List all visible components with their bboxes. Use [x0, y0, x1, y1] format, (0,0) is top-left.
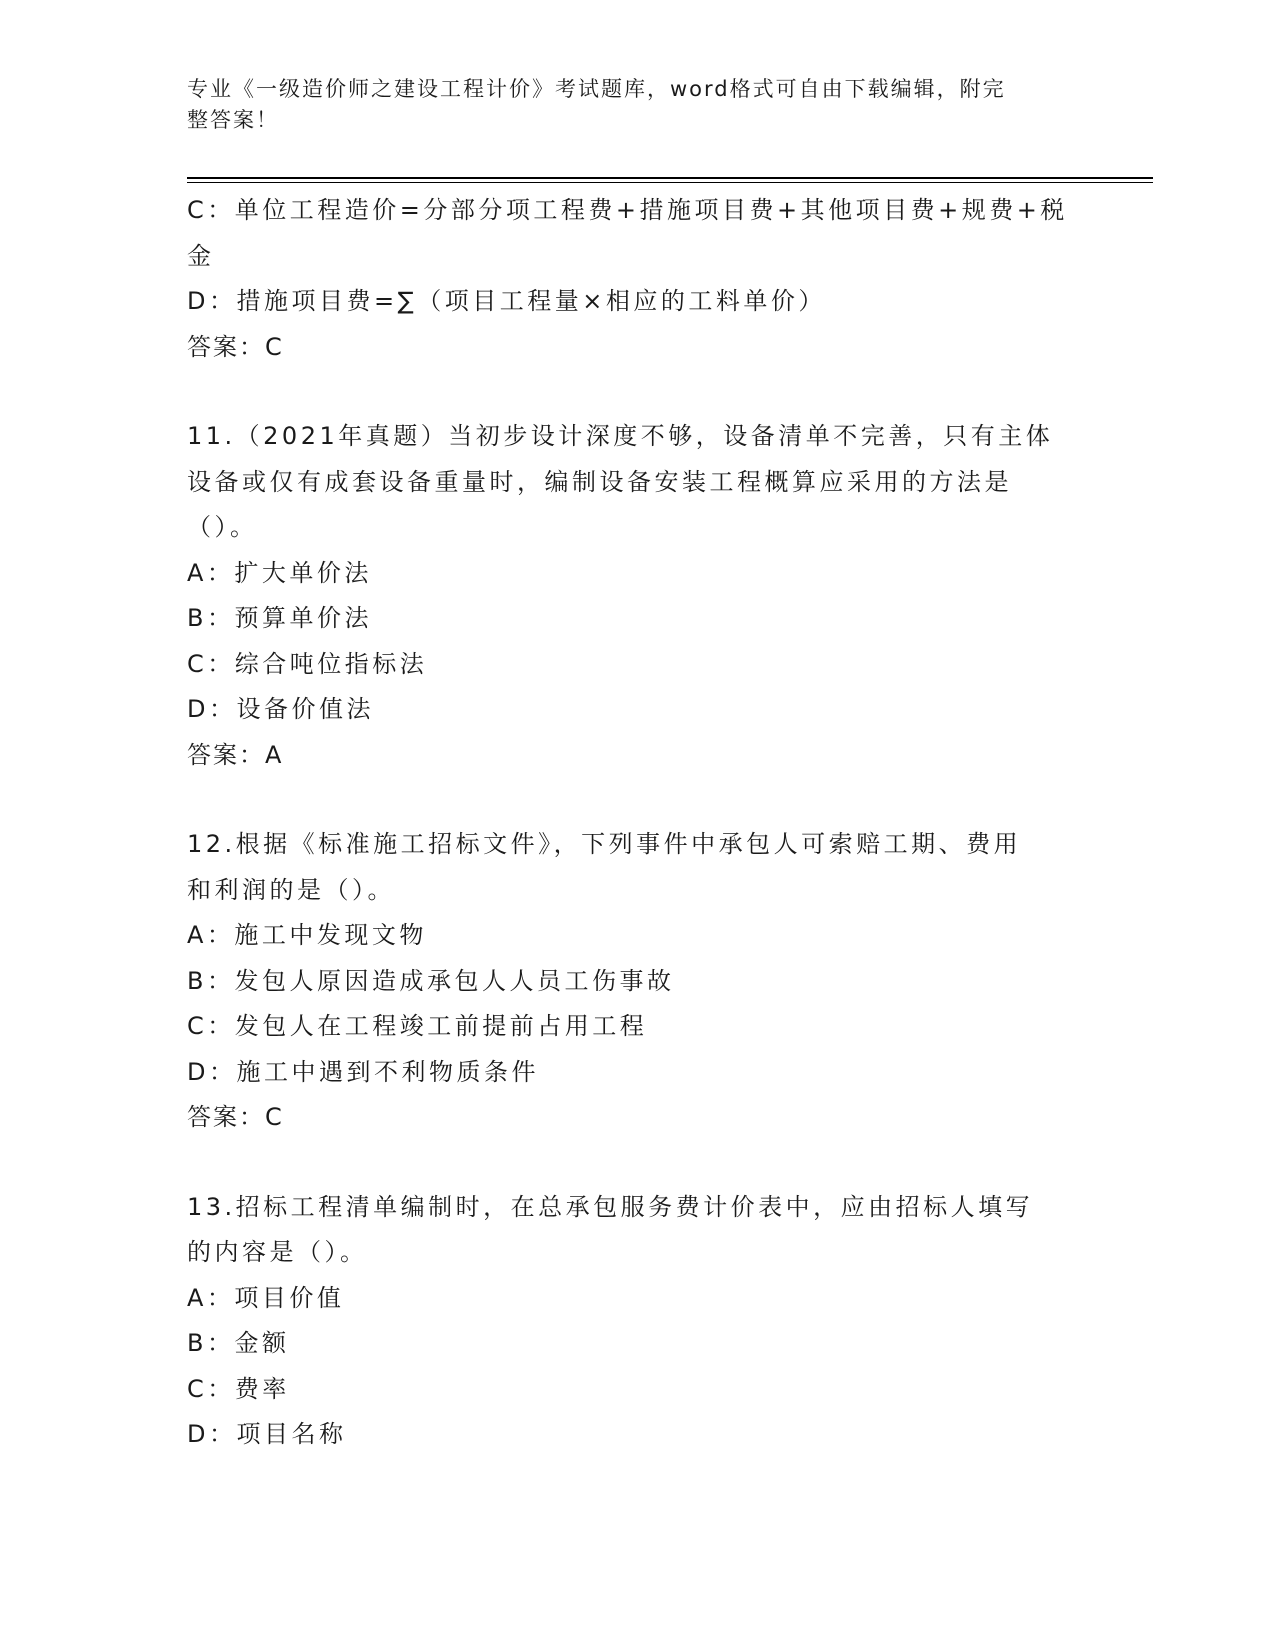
option-a: A：施工中发现文物	[187, 921, 427, 949]
option-c: C：单位工程造价=分部分项工程费+措施项目费+其他项目费+规费+税	[187, 196, 1068, 224]
option-c: C：发包人在工程竣工前提前占用工程	[187, 1012, 648, 1040]
question-stem-line-2: 的内容是（）。	[187, 1238, 368, 1266]
option-a: A：扩大单价法	[187, 558, 372, 587]
header-line-2: 整答案！	[187, 108, 279, 132]
option-c: C：综合吨位指标法	[187, 649, 428, 678]
question-stem-line-2: 和利润的是（）。	[187, 875, 395, 904]
answer: 答案：A	[187, 740, 284, 769]
question-10-tail	[187, 188, 1087, 370]
option-c-continued: 金	[187, 241, 215, 270]
option-d: D：项目名称	[187, 1420, 347, 1448]
question-stem-line-3: （）。	[187, 513, 258, 541]
option-b: B：发包人原因造成承包人人员工伤事故	[187, 966, 675, 995]
question-stem-line-1: 12.根据《标准施工招标文件》，下列事件中承包人可索赔工期、费用	[187, 830, 1022, 858]
option-d: D：施工中遇到不利物质条件	[187, 1057, 539, 1086]
header-divider-thick	[187, 177, 1153, 179]
question-13	[187, 1185, 1087, 1458]
question-11	[187, 414, 1087, 778]
document-header	[187, 74, 1067, 136]
option-c: C：费率	[187, 1374, 290, 1403]
option-b: B：预算单价法	[187, 604, 372, 632]
answer: 答案：C	[187, 332, 284, 361]
question-stem-line-1: 11.（2021年真题）当初步设计深度不够，设备清单不完善，只有主体	[187, 422, 1054, 450]
question-list	[187, 188, 1087, 1458]
header-divider-thin	[187, 182, 1153, 183]
header-line-1: 专业《一级造价师之建设工程计价》考试题库，word格式可自由下载编辑，附完	[187, 77, 1006, 101]
answer: 答案：C	[187, 1103, 284, 1131]
option-d: D：措施项目费=∑（项目工程量×相应的工料单价）	[187, 287, 826, 315]
option-d: D：设备价值法	[187, 695, 374, 723]
option-b: B：金额	[187, 1329, 290, 1357]
question-12	[187, 822, 1087, 1141]
option-a: A：项目价值	[187, 1283, 345, 1312]
question-stem-line-2: 设备或仅有成套设备重量时，编制设备安装工程概算应采用的方法是	[187, 467, 1012, 496]
question-stem-line-1: 13.招标工程清单编制时，在总承包服务费计价表中，应由招标人填写	[187, 1192, 1034, 1221]
